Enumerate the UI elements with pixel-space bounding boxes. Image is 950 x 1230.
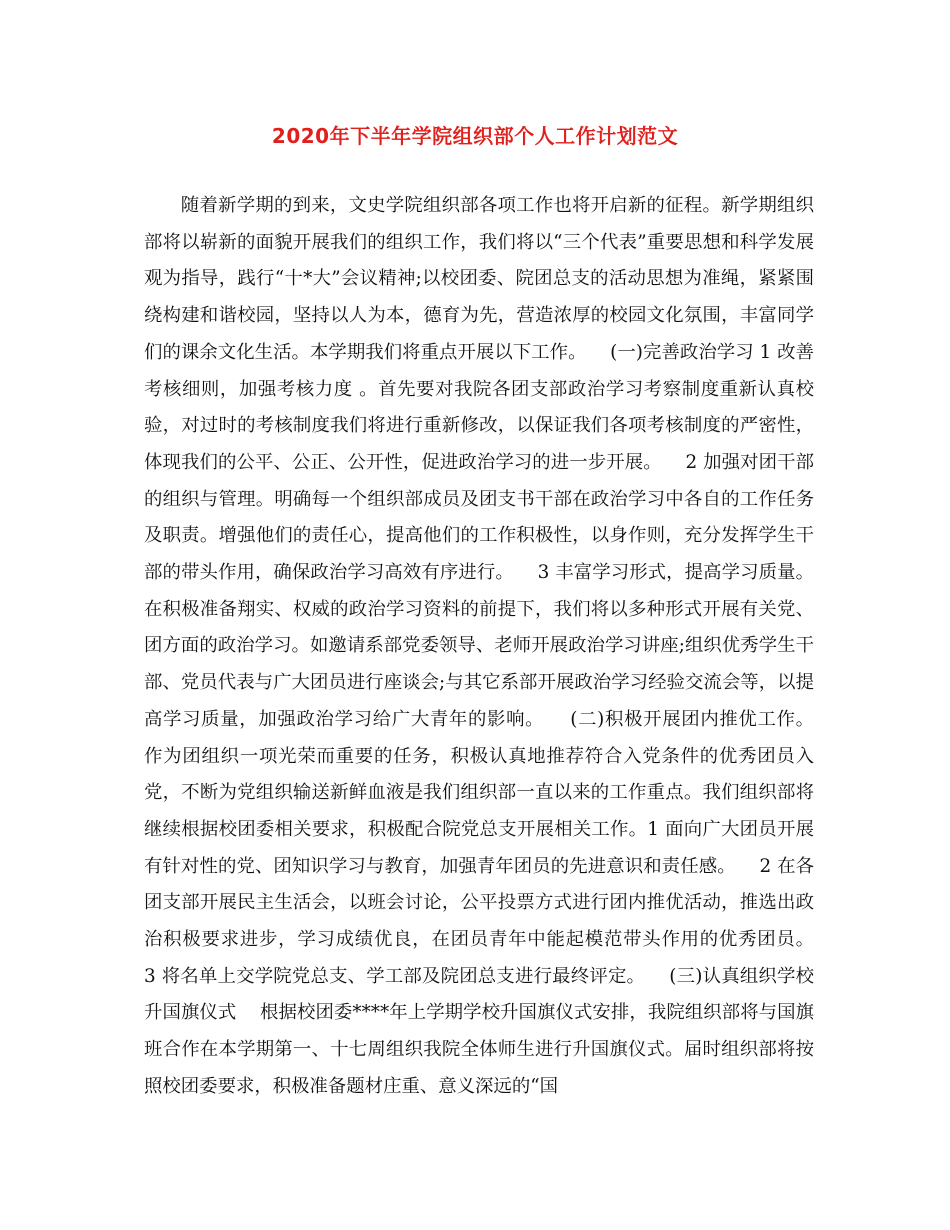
document-title: 2020年下半年学院组织部个人工作计划范文: [271, 124, 679, 148]
document-body-paragraph: 随着新学期的到来，文史学院组织部各项工作也将开启新的征程。新学期组织部将以崭新的面貌开展我们的组织工作，我们将以“三个代表”重要思想和科学发展观为指导，践行“十*大”会议精神;以校团委、院团总支的活动思想为准绳，紧紧围绕构建和谐校园，坚持以人为本，德育为先，营造浓厚的校园文化氛围，丰富同学们的课余文化生活。本学期我们将重点开展以下工作。 (一)完善政治学习 1 改善考核细则，加强考核力度 。首先要对我院各团支部政治学习考察制度重新认真校验，对过时的考核制度我们将进行重新修改，以保证我们各项考核制度的严密性，体现我们的公平、公正、公开性，促进政治学习的进一步开展。 2 加强对团干部的组织与管理。明确每一个组织部成员及团支书干部在政治学习中各自的工作任务及职责。增强他们的责任心，提高他们的工作积极性，以身作则，充分发挥学生干部的带头作用，确保政治学习高效有序进行。 3 丰富学习形式，提高学习质量。在积极准备翔实、权威的政治学习资料的前提下，我们将以多种形式开展有关党、团方面的政治学习。如邀请系部党委领导、老师开展政治学习讲座;组织优秀学生干部、党员代表与广大团员进行座谈会;与其它系部开展政治学习经验交流会等，以提高学习质量，加强政治学习给广大青年的影响。 (二)积极开展团内推优工作。 作为团组织一项光荣而重要的任务，积极认真地推荐符合入党条件的优秀团员入党，不断为党组织输送新鲜血液是我们组织部一直以来的工作重点。我们组织部将继续根据校团委相关要求，积极配合院党总支开展相关工作。1 面向广大团员开展有针对性的党、团知识学习与教育，加强青年团员的先进意识和责任感。 2 在各团支部开展民主生活会，以班会讨论，公平投票方式进行团内推优活动，推选出政治积极要求进步，学习成绩优良，在团员青年中能起模范带头作用的优秀团员。 3 将名单上交学院党总支、学工部及院团总支进行最终评定。 (三)认真组织学校升国旗仪式 根据校团委****年上学期学校升国旗仪式安排，我院组织部将与国旗班合作在本学期第一、十七周组织我院全体师生进行升国旗仪式。届时组织部将按照校团委要求，积极准备题材庄重、意义深远的“国: [144, 195, 838, 1097]
